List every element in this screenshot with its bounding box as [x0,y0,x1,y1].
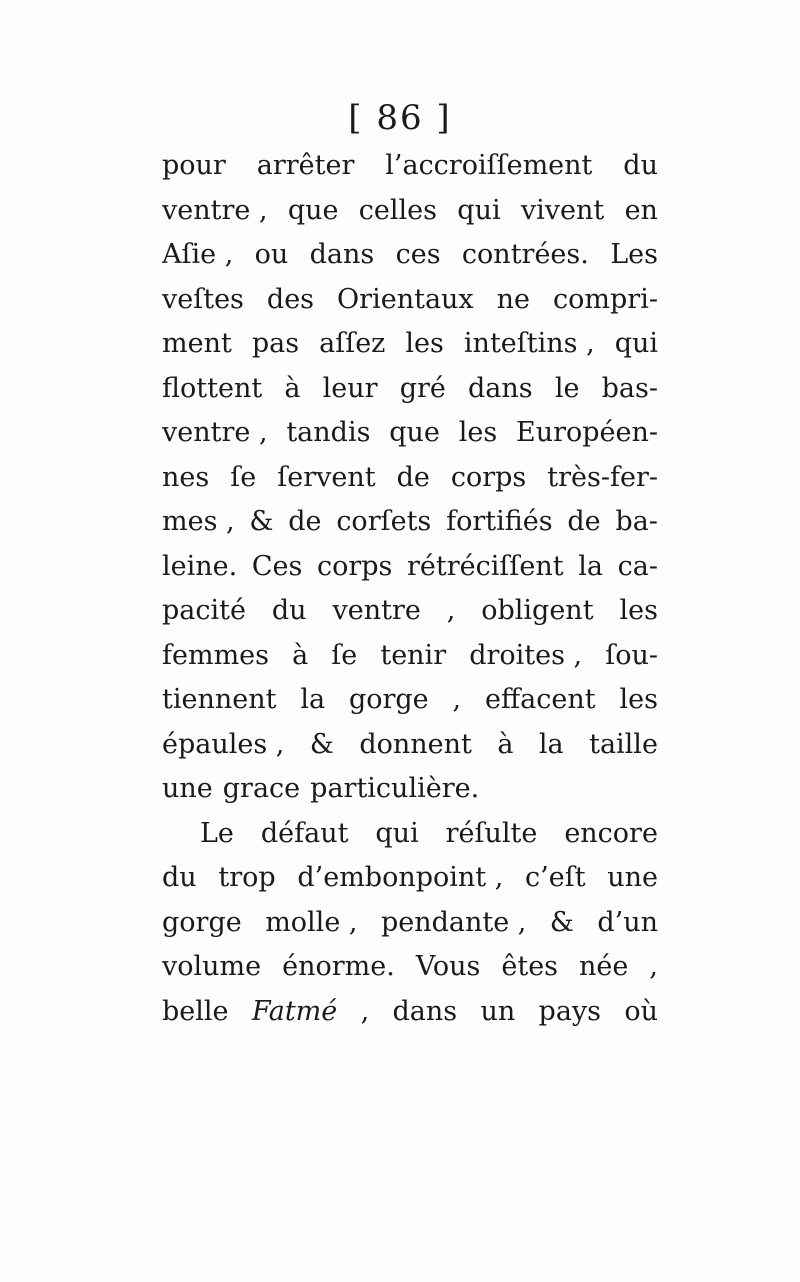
text-line [162,640,658,685]
word: femmes [162,639,270,671]
word: leur [322,372,378,404]
word: les [458,417,498,448]
text-line [162,239,658,284]
word: pour [162,150,226,181]
word: de [288,506,322,537]
word: compri- [553,283,658,315]
word: défaut [260,817,349,849]
word: tenir [380,639,447,671]
text-line [162,417,658,462]
word: pays [538,995,602,1027]
word: tiennent [162,684,277,715]
word: Vous [415,951,481,982]
word: effacent [485,684,596,715]
text-line [162,195,658,240]
text-line [162,951,658,996]
word: , [360,995,370,1027]
word: un [480,995,516,1027]
word: ou [254,239,289,270]
word: une [162,773,213,804]
word: corps [450,461,527,493]
text-line [162,284,658,329]
text-line [162,773,658,818]
word: inteſtins , [463,328,595,359]
word: où [624,995,658,1027]
word: du [623,150,658,181]
word: grace [222,773,301,804]
word: que [287,194,339,226]
word: rétréciſſent [407,550,564,582]
word: dans [309,239,375,270]
word: gorge [162,906,242,938]
text-line [162,595,658,640]
body-text [162,150,658,1040]
word: ne [496,283,531,315]
word: , [649,951,658,982]
word: pendante , [380,906,527,938]
text-line [162,551,658,596]
word: nes [162,461,210,493]
word: l’accroiſſement [385,150,593,181]
word: , [446,595,456,626]
word: qui [457,194,501,226]
word: gré [399,372,446,404]
word: de [567,506,601,537]
word: trop [218,862,276,893]
text-line [162,462,658,507]
word: très-fer- [547,461,658,493]
word: ca- [617,550,658,582]
word: êtes [501,951,559,982]
word: Aſie , [162,239,234,270]
word: le [554,372,580,404]
word: ſervent [277,461,376,493]
word: d’embonpoint , [297,862,504,893]
word: les [619,595,658,626]
word: leine. [162,550,238,582]
word: Les [610,239,658,270]
word: ventre , [162,417,268,448]
word: les [619,684,658,715]
word: , [452,684,462,715]
word: pacité [162,595,246,626]
word: énorme. [282,951,395,982]
word: corps [316,550,393,582]
word: du [271,595,307,626]
word: à [497,728,514,760]
word: belle [162,995,229,1027]
word: la [300,684,326,715]
word: volume [162,951,262,982]
word: flottent [162,372,263,404]
word: dans [468,372,533,404]
word: du [162,862,197,893]
word: dans [392,995,458,1027]
word: des [266,283,315,315]
word: droites , [469,639,583,671]
word: une [607,862,658,893]
word: en [624,194,658,226]
word: tandis [286,417,371,448]
word: contrées. [461,239,589,270]
word: Européen- [515,417,658,448]
word: réſulte [445,817,538,849]
word: pas [251,328,300,359]
word: ſou- [605,639,658,671]
word: bas- [601,372,658,404]
word: de [396,461,430,493]
word: & [549,906,574,938]
word: ſe [230,461,257,493]
word: Fatmé [251,995,338,1027]
text-line [162,907,658,952]
word: encore [564,817,658,849]
word: épaules , [162,728,285,760]
word: molle , [265,906,358,938]
word: mes , [162,506,235,537]
word: Orientaux [337,283,474,315]
text-line [162,684,658,729]
word: la [578,550,603,582]
word: gorge [348,684,429,715]
word: qui [614,328,658,359]
word: & [309,728,334,760]
page-number: [ 86 ] [348,98,452,138]
word: d’un [597,906,658,938]
word: ventre , [162,194,268,226]
word: ment [162,328,232,359]
word: aſſez [319,328,386,359]
word: à [292,639,309,671]
word: ces [395,239,441,270]
word: Ces [251,550,303,582]
word: les [405,328,444,359]
word: obligent [481,595,594,626]
text-line [162,862,658,907]
word: celles [358,194,437,226]
word: Le [200,817,234,849]
word: vivent [520,194,605,226]
word: ba- [615,506,658,537]
word: la [538,728,564,760]
word: veſtes [162,283,244,315]
word: ſe [331,639,358,671]
word: ventre [332,595,421,626]
word: arrêter [256,150,355,181]
word: que [389,417,440,448]
text-line [162,996,658,1041]
text-line [162,506,658,551]
text-line [162,150,658,195]
word: qui [375,817,419,849]
word: à [284,372,301,404]
text-line [162,328,658,373]
word: & [249,506,274,537]
text-line [162,373,658,418]
text-line [162,818,658,863]
word: donnent [359,728,472,760]
word: c’eſt [525,862,586,893]
word: particulière. [310,773,480,804]
word: taille [589,728,658,760]
word: fortifiés [446,506,553,537]
word: née [579,951,629,982]
word: corſets [336,506,432,537]
text-line [162,729,658,774]
